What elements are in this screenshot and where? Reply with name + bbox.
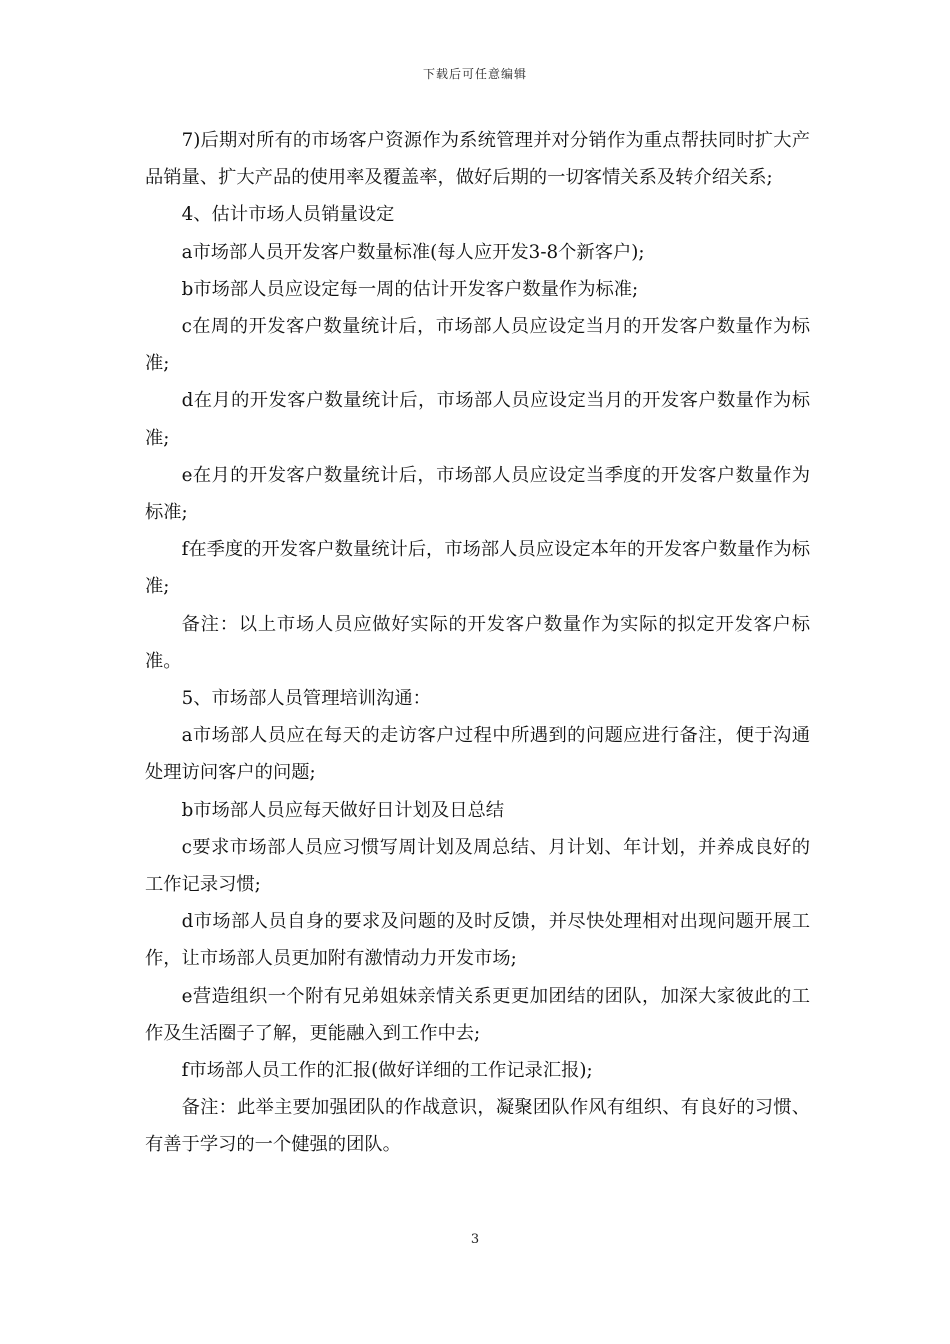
document-body <box>145 122 810 1164</box>
paragraph: c要求市场部人员应习惯写周计划及周总结、月计划、年计划，并养成良好的工作记录习惯; <box>145 836 810 896</box>
section-heading: 4、估计市场人员销量设定 <box>181 204 395 226</box>
note-paragraph: 备注：此举主要加强团队的作战意识，凝聚团队作风有组织、有良好的习惯、有善于学习的一个健强的团队。 <box>145 1097 810 1156</box>
paragraph: 7)后期对所有的市场客户资源作为系统管理并对分销作为重点帮扶同时扩大产品销量、扩大产品的使用率及覆盖率，做好后期的一切客情关系及转介绍关系; <box>145 130 810 189</box>
paragraph: a市场部人员开发客户数量标准(每人应开发3-8个新客户); <box>181 241 645 263</box>
paragraph: b市场部人员应每天做好日计划及日总结 <box>181 799 505 821</box>
paragraph: f在季度的开发客户数量统计后，市场部人员应设定本年的开发客户数量作为标准; <box>145 539 810 598</box>
paragraph: b市场部人员应设定每一周的估计开发客户数量作为标准; <box>181 278 639 300</box>
paragraph: a市场部人员应在每天的走访客户过程中所遇到的问题应进行备注，便于沟通处理访问客户的问题; <box>145 725 810 784</box>
paragraph: f市场部人员工作的汇报(做好详细的工作记录汇报); <box>181 1060 593 1082</box>
paragraph: d市场部人员自身的要求及问题的及时反馈，并尽快处理相对出现问题开展工作，让市场部人员更加附有激情动力开发市场; <box>145 911 810 970</box>
section-heading: 5、市场部人员管理培训沟通： <box>181 688 431 710</box>
paragraph: c在周的开发客户数量统计后，市场部人员应设定当月的开发客户数量作为标准; <box>145 316 810 375</box>
paragraph: e营造组织一个附有兄弟姐妹亲情关系更更加团结的团队，加深大家彼此的工作及生活圈子了解，更能融入到工作中去; <box>145 985 810 1044</box>
paragraph: d在月的开发客户数量统计后，市场部人员应设定当月的开发客户数量作为标准; <box>145 390 810 449</box>
paragraph: e在月的开发客户数量统计后，市场部人员应设定当季度的开发客户数量作为标准; <box>145 464 810 524</box>
page-number: 3 <box>470 1232 480 1247</box>
page-header: 下载后可任意编辑 <box>422 67 527 81</box>
note-paragraph: 备注：以上市场人员应做好实际的开发客户数量作为实际的拟定开发客户标准。 <box>145 613 810 672</box>
